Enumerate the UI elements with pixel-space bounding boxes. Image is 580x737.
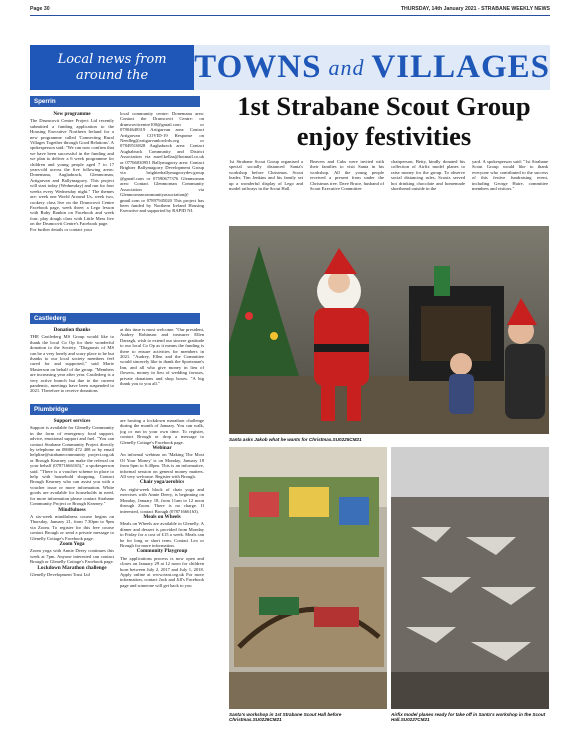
banner-tagline: [30, 45, 194, 90]
webinar-body: An informal webinar on 'Making The Most Of Your Money' is on Monday, January 18 from 6pm to 6.40pm. This is an informative, informal session on general money matters. All very welcome. Register with Brough.: [120, 452, 204, 480]
planes-photo-illustration: [391, 447, 549, 709]
banner-title: [194, 45, 550, 90]
story-column-4: [472, 159, 548, 219]
meals-heading: Meals on Wheels: [143, 513, 181, 520]
workshop-caption: Santa's workshop in 1st Strabane Scout Hall before Christmas.SU0226CM21: [229, 712, 342, 723]
story-body-2: Beavers and Cubs were invited with their families to visit Santa in his workshop. All the young people received a present from under the Christmas tree. Dave Bruce, husband of Scout Executive Committee: [310, 159, 384, 192]
section-banner: [30, 45, 550, 90]
mindfulness-body: A six-week mindfulness course begins on Thursday, January 21, from 7.30pm to 9pm via Zoom. To register for this free course contact Brough or send a private message to Glenelly Cottage's Facebook page.: [30, 513, 114, 541]
chair-yoga-body: An eight-week block of chair yoga and exercises with Annie Deery, is beginning on Monday, January 18, from 11am to 12 noon through Zoom. There is no charge. If interested, contact Brough (07871666163).: [120, 486, 204, 514]
santa-photo-illustration: [229, 226, 549, 434]
banner-title-towns: TOWNS: [194, 49, 322, 85]
zoom-yoga-body: Zoom yoga with Annie Deery continues this week at 7pm. Anyone interested can contact Brough or Glenelly Cottage's Facebook page.: [30, 548, 114, 565]
page-number: Page 30: [30, 6, 50, 12]
castlederg-heading: Donation thanks: [53, 327, 91, 333]
sperrin-column-2: [120, 111, 204, 309]
webinar-heading: Webinar: [152, 445, 172, 452]
story-column-2: [310, 159, 384, 219]
plumbridge-column-2: [120, 418, 204, 728]
santa-photo: [229, 226, 549, 434]
story-body-4: yard. A spokesperson said: "1st Strabane Scout Group would like to thank everyone who contributed to the success of this festive fundraising event, including George Haire, committee members and visitors.": [472, 159, 548, 192]
chair-yoga-heading: Chair yoga/aerobics: [139, 479, 185, 486]
story-column-1: [229, 159, 303, 219]
dateline: THURSDAY, 14th January 2021 - STRABANE WEEKLY NEWS: [400, 6, 550, 12]
banner-line-1: Local news from: [57, 51, 167, 67]
sperrin-body-2: local community centre: Donemana area: Contact the Drumcovit Centre: on drumcovitcentre100@gmail.com or 07904648319 Artigarvan area: Contact Artigarvan COVID-19 Response on Needleg@artigarvanlowlrds.org or 07849516828 Aughabrack area: Contact Aughabrack Community and District Association via aurel.kellas@hotmail.co.uk or 07766030951 Ballymagorry area: Contact Brighter Ballymagorry Development Group via brighterballymagorrydev.group @gmail.com or 07590677376 Glenmornan area: Contact Glenmornan Community Association via Glenmornancommunityassociation@ gmail.com or 07897945020 This project has been funded by Northern Ireland Housing Executive and supported by RAPID NI.: [120, 111, 204, 214]
workshop-photo-illustration: [229, 447, 387, 709]
section-header-plumbridge: Plumbridge: [30, 404, 200, 415]
banner-title-and: and: [328, 54, 365, 80]
story-body-3: chairperson, Betty, kindly donated his collection of Airfix model planes to raise money for the group. To observe social distancing rules, Scouts served hot drinking chocolate and homemade shortbread outside in the: [391, 159, 465, 192]
castlederg-column-1: [30, 327, 114, 395]
lockdown-body: Glenelly Development Trust Ltd: [30, 571, 90, 577]
section-header-castlederg: Castlederg: [30, 313, 200, 324]
section-header-sperrin: Sperrin: [30, 96, 200, 107]
castlederg-body-1: THE Castlederg MS Group would like to thank the local Co Op for their wonderful donation to the Society. "Diagnosis of MS can be a very lonely and scary place to be but thanks to our local society members feel cared for and supported," said Marie Masterson on behalf of the group. "Members are increasing year after year. Castlederg is a very active branch but due to the current pandemic, meetings have been suspended to 2021. Therefore to receive donations: [30, 334, 114, 394]
mindfulness-heading: Mindfulness: [58, 506, 86, 513]
support-services-heading: Support services: [53, 418, 91, 424]
playgroup-body: The applications process is now open and closes on January 29 at 12 noon for children born between July 2, 2017 and July 1, 2018. Apply online at www.eani.org.uk For more information, contact Jack and Jill's Facebook page and someone will get back to you: [120, 555, 204, 588]
lockdown-heading: Lockdown Marathon challenge: [37, 564, 107, 571]
castlederg-body-2: at this time is most welcome. "Our president, Audrey Robinson and treasurer Ellen Darragh, wish to extend our sincere gratitude to our local Co Op as it means the funding is there to ensure activities for members in 2021. "Audrey, Ellen and the Committee would sincerely like to thank the Sportsman's Inn, and all who give money in lieu of flowers, money in lieu of wedding favours, private donations and shop boxes. "A big thank you to you all.": [120, 327, 204, 387]
plumbridge-column-1: [30, 418, 114, 728]
sperrin-body-1-tail: For further details or contact your: [30, 226, 93, 232]
zoom-yoga-heading: Zoom Yoga: [59, 540, 85, 547]
playgroup-heading: Community Playgroup: [136, 548, 188, 555]
sperrin-heading: New programme: [53, 111, 91, 117]
planes-caption: Airfix model planes ready for take off in Santa's workshop in the Scout Hall.SU0227CM21: [391, 712, 546, 723]
story-column-3: [391, 159, 465, 219]
story-body-1: 1st Strabane Scout Group organised a special socially distanced Santa's workshop before Christmas. Scout leader, Tim Jenkins and his family set up a wonderful display of Lego and model railways in the Scout Hall.: [229, 159, 303, 192]
sperrin-column-1: [30, 111, 114, 309]
planes-photo: [391, 447, 549, 709]
santa-caption: Santa asks Jakob what he wants for Christmas.SU0225CM21: [229, 437, 362, 442]
header-rule: [30, 15, 550, 16]
support-services-body: Support is available for Glenelly Community in the form of emergency food support, advice, emotional support and fuel. "You can contact Strabane Community Project directly by telephone on 08000 472 408 or by email helpline@strabanecommunity project.org.uk or Brough Kearney can make the referral on your behalf (07871666165)," a spokesperson said. "There is a voucher scheme in place to help with household shopping. Contact Brough Kearney who can assist you with a voucher issue or more information. White goods are available for households in need, for more information please contact Strabane Community Project or Brough Kearney.": [30, 425, 114, 507]
meals-body: Meals on Wheels are available in Glenelly. A dinner and dessert is provided from Monday to Friday for a cost of £15 a week. Meals can be for long or short term. Contact Leo or Brough for more information.: [120, 521, 204, 548]
banner-title-villages: VILLAGES: [371, 49, 550, 85]
lockdown-body-cont: are hosting a lockdown marathon challenge during the month of January. You can walk, jog or run in your own time. To register, contact Brough or drop a message to Glenelly Cottage's Facebook page.: [120, 418, 204, 445]
main-headline: 1st Strabane Scout Group enjoy festivities: [237, 91, 531, 151]
page-header: [30, 6, 550, 18]
castlederg-column-2: [120, 327, 204, 395]
sperrin-body-1: The Drumcovit Centre Project Ltd recently submitted a funding application to the Housing Executive Northern Ireland for a new programme called 'Connecting Rural Villages Together through Good Relations'. A spokesperson said: "We can now confirm that we have been successful in the funding and we plan to deliver a 6 week programme for children and young people aged 7 to 17 years-old across the five following areas: Donemana, Aughabrack, Glenmornan, Artigarvan and Ballymagorry. This project will start today (Wednesday) and run for four weeks every Wednesday night." The themes are: week one World Around Us, week two, cookery class live on the Drumcovit Centre Facebook page, week three; a Lego lesson with Ruby Rankin on Facebook and week four, play dough class with Little Mess live on the Drumcovit Centre's Facebook page.: [30, 118, 114, 227]
workshop-photo: [229, 447, 387, 709]
banner-line-2: around the: [75, 67, 149, 83]
